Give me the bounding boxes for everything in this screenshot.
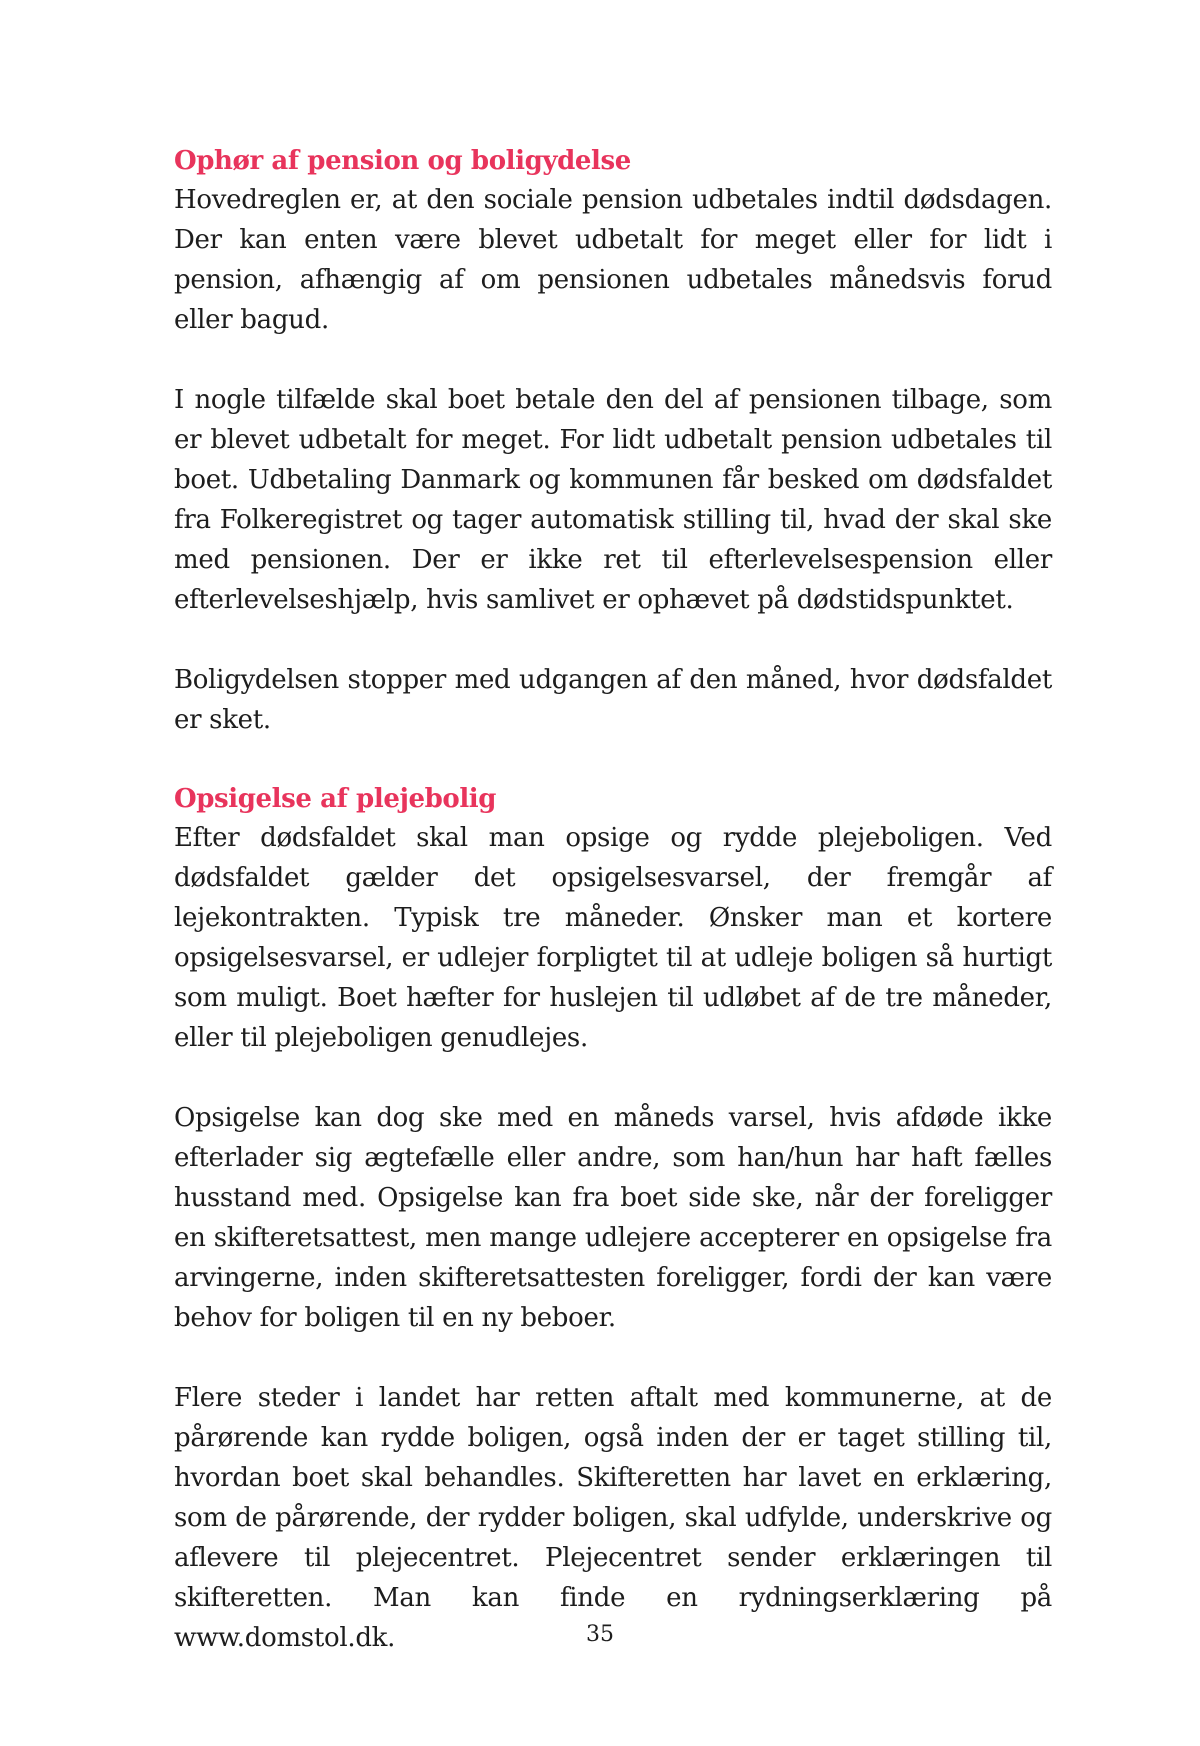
- section-pension: [174, 142, 1052, 740]
- section-heading: Opsigelse af plejebolig: [174, 784, 497, 814]
- section-heading: Ophør af pension og boligydelse: [174, 146, 631, 176]
- paragraph: Hovedreglen er, at den sociale pension udbetales indtil dødsdagen. Der kan enten være blevet udbetalt for meget eller for lidt i pension, afhængig af om pensionen udbetales månedsvis forud eller bagud.: [174, 185, 1052, 335]
- paragraph: Efter dødsfaldet skal man opsige og rydde plejeboligen. Ved dødsfaldet gælder det opsigelsesvarsel, der fremgår af lejekontrakten. Typisk tre måneder. Ønsker man et kortere opsigelsesvarsel, er udlejer forpligtet til at udleje boligen så hurtigt som muligt. Boet hæfter for huslejen til udløbet af de tre måneder, eller til plejeboligen genudlejes.: [174, 823, 1052, 1053]
- section-plejebolig: [174, 780, 1052, 1658]
- paragraph: Opsigelse kan dog ske med en måneds varsel, hvis afdøde ikke efterlader sig ægtefælle eller andre, som han/hun har haft fælles husstand med. Opsigelse kan fra boet side ske, når der foreligger en skifteretsattest, men mange udlejere accepterer en opsigelse fra arvingerne, inden skifteretsattesten foreligger, fordi der kan være behov for boligen til en ny beboer.: [174, 1103, 1052, 1333]
- paragraph: I nogle tilfælde skal boet betale den del af pensionen tilbage, som er blevet udbetalt for meget. For lidt udbetalt pension udbetales til boet. Udbetaling Danmark og kommunen får besked om dødsfaldet fra Folkeregistret og tager automatisk stilling til, hvad der skal ske med pensionen. Der er ikke ret til efterlevelsespension eller efterlevelseshjælp, hvis samlivet er ophævet på dødstidspunktet.: [174, 385, 1052, 615]
- paragraph: Boligydelsen stopper med udgangen af den måned, hvor dødsfaldet er sket.: [174, 665, 1052, 735]
- page-content: [174, 142, 1052, 1658]
- page-number: 35: [586, 1622, 614, 1647]
- paragraph: Flere steder i landet har retten aftalt med kommunerne, at de pårørende kan rydde boligen, også inden der er taget stilling til, hvordan boet skal behandles. Skifteretten har lavet en erklæring, som de pårørende, der rydder boligen, skal udfylde, underskrive og aflevere til plejecentret. Plejecentret sender erklæringen til skifteretten. Man kan finde en rydningserklæring på www.domstol.dk.: [174, 1383, 1052, 1653]
